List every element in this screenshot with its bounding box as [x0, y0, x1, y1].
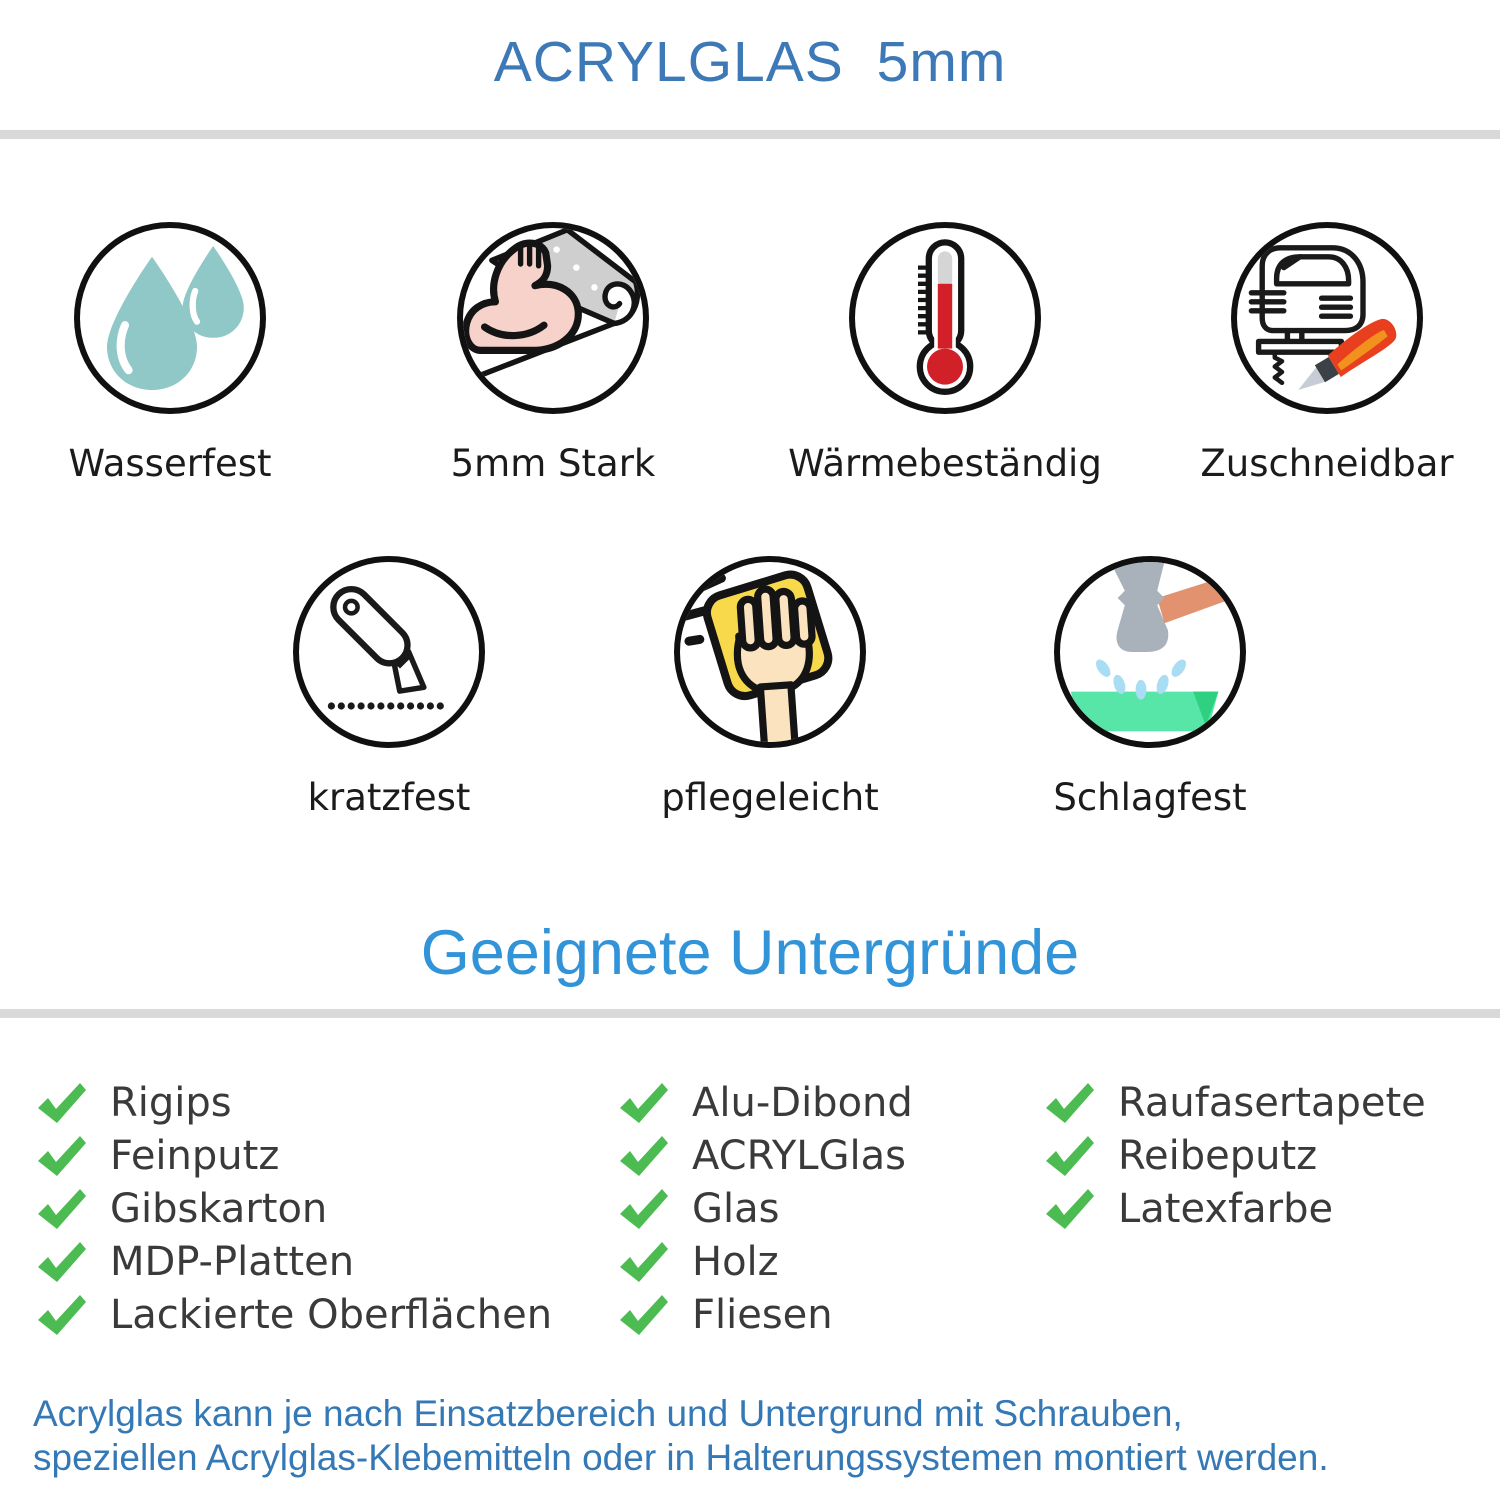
feature-zuschneidbar [1127, 222, 1500, 485]
feature-label: Wasserfest [68, 442, 272, 485]
substrate-item [36, 1076, 552, 1129]
substrate-item [618, 1129, 913, 1182]
check-icon [36, 1294, 88, 1336]
substrate-item [618, 1235, 913, 1288]
feature-label: Zuschneidbar [1200, 442, 1454, 485]
check-icon [36, 1135, 88, 1177]
substrate-item [1044, 1129, 1426, 1182]
feature-circle [674, 556, 866, 748]
check-icon [618, 1188, 670, 1230]
substrate-item [36, 1129, 552, 1182]
feature-label: kratzfest [307, 776, 471, 819]
substrate-label: Gibskarton [110, 1185, 328, 1232]
mounting-note-line-1: Acrylglas kann je nach Einsatzbereich und Untergrund mit Schrauben, [33, 1393, 1183, 1434]
section-heading-untergruende: Geeignete Untergründe [420, 918, 1080, 988]
divider-bar-middle [0, 1009, 1500, 1018]
substrate-label: Lackierte Oberflächen [110, 1291, 553, 1338]
substrate-column-1 [36, 1076, 552, 1341]
hand-wiping-cloth-icon [680, 562, 860, 742]
substrate-label: Rigips [110, 1079, 232, 1126]
substrate-label: Latexfarbe [1118, 1185, 1334, 1232]
feature-circle [74, 222, 266, 414]
check-icon [1044, 1188, 1096, 1230]
check-icon [36, 1082, 88, 1124]
check-icon [618, 1294, 670, 1336]
substrate-label: Holz [692, 1238, 779, 1285]
check-icon [36, 1188, 88, 1230]
substrate-item [36, 1235, 552, 1288]
feature-label: 5mm Stark [450, 442, 656, 485]
check-icon [618, 1082, 670, 1124]
feature-label: Wärmebeständig [788, 442, 1102, 485]
substrate-item [618, 1288, 913, 1341]
feature-circle [1231, 222, 1423, 414]
mounting-note-line-2: speziellen Acrylglas-Klebemitteln oder in Halterungssystemen montiert werden. [33, 1437, 1329, 1478]
thermometer-icon [855, 228, 1035, 408]
divider-bar-top [0, 130, 1500, 139]
feature-schlagfest [950, 556, 1350, 819]
feature-label: Schlagfest [1053, 776, 1247, 819]
feature-5mm-stark [353, 222, 753, 485]
substrate-label: Fliesen [692, 1291, 833, 1338]
feature-label: pflegeleicht [661, 776, 879, 819]
feature-waermebestaendig [745, 222, 1145, 485]
substrate-item [618, 1076, 913, 1129]
substrate-column-2 [618, 1076, 913, 1341]
muscle-arm-rolled-sheet-icon [463, 228, 643, 408]
feature-circle [1054, 556, 1246, 748]
substrate-column-3 [1044, 1076, 1426, 1235]
hammer-impact-icon [1060, 562, 1240, 742]
utility-knife-icon [299, 562, 479, 742]
substrate-label: Glas [692, 1185, 780, 1232]
feature-circle [457, 222, 649, 414]
check-icon [1044, 1082, 1096, 1124]
page-title: ACRYLGLAS 5mm [493, 30, 1007, 94]
substrate-label: Feinputz [110, 1132, 280, 1179]
substrate-item [36, 1182, 552, 1235]
substrate-label: Alu-Dibond [692, 1079, 913, 1126]
feature-circle [849, 222, 1041, 414]
check-icon [618, 1135, 670, 1177]
feature-circle [293, 556, 485, 748]
substrate-label: ACRYLGlas [692, 1132, 907, 1179]
feature-pflegeleicht [570, 556, 970, 819]
feature-wasserfest [0, 222, 370, 485]
substrate-item [1044, 1182, 1426, 1235]
check-icon [1044, 1135, 1096, 1177]
substrate-item [36, 1288, 552, 1341]
check-icon [36, 1241, 88, 1283]
mounting-note [33, 1392, 1493, 1480]
substrate-label: Raufasertapete [1118, 1079, 1426, 1126]
water-drops-icon [80, 228, 260, 408]
substrate-label: Reibeputz [1118, 1132, 1318, 1179]
jigsaw-and-craft-knife-icon [1237, 228, 1417, 408]
check-icon [618, 1241, 670, 1283]
feature-kratzfest [189, 556, 589, 819]
substrate-item [618, 1182, 913, 1235]
substrate-label: MDP-Platten [110, 1238, 355, 1285]
substrate-item [1044, 1076, 1426, 1129]
